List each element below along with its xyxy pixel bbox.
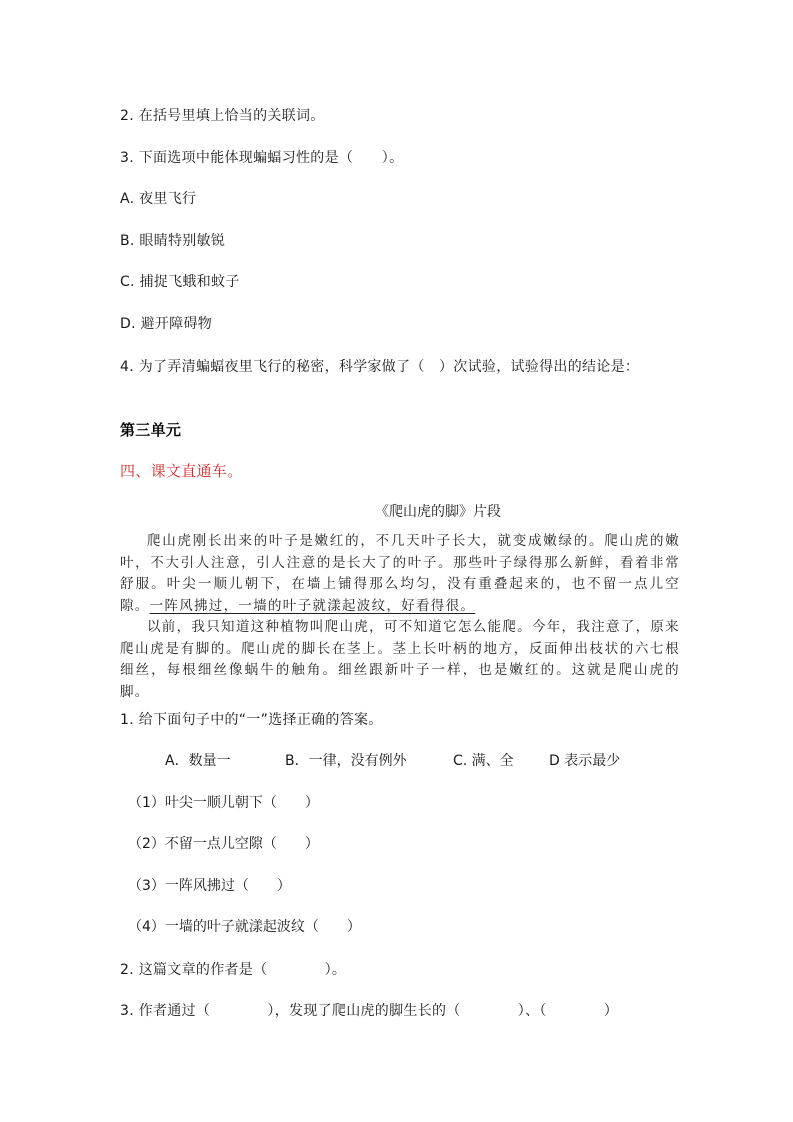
passage-paragraph-1 — [120, 531, 680, 617]
question-3-bat-habits: 3. 下面选项中能体现蝙蝠习性的是（ ）。 — [120, 150, 404, 166]
option-c: C. 捕捉飞蛾和蚊子 — [120, 274, 240, 290]
choice-row — [165, 751, 620, 771]
question-2-conjunctions: 2. 在括号里填上恰当的关联词。 — [120, 108, 325, 124]
passage-text: 爬山虎刚长出来的叶子是嫩红的，不几天叶子长大，就变成嫩绿的。爬山虎的嫩叶，不大引人注意，引人注意的是长大了的叶子。那些叶子绿得那么新鲜，看着非常舒服。叶尖一顺儿朝下，在墙上铺得那么均匀，没有重叠起来的，也不留一点儿空隙。 — [120, 533, 680, 614]
question-2-author: 2. 这篇文章的作者是（ ）。 — [120, 962, 347, 978]
choice-b: B．一律，没有例外 — [285, 753, 407, 769]
option-d: D. 避开障碍物 — [120, 316, 213, 332]
passage-paragraph-2: 以前，我只知道这种植物叫爬山虎，可不知道它怎么能爬。今年，我注意了，原来爬山虎是有脚的。爬山虎的脚长在茎上。茎上长叶柄的地方，反面伸出枝状的六七根细丝，每根细丝像蜗牛的触角。细丝跟新叶子一样，也是嫩红的。这就是爬山虎的脚。 — [120, 619, 680, 700]
choice-d: D 表示最少 — [549, 753, 621, 769]
sub-question-3: （3）一阵风拂过（ ） — [128, 878, 291, 894]
question-4-experiment: 4. 为了弄清蝙蝠夜里飞行的秘密，科学家做了（ ）次试验，试验得出的结论是： — [120, 359, 640, 375]
question-3-discovery: 3. 作者通过（ ），发现了爬山虎的脚生长的（ ）、（ ） — [120, 1003, 619, 1019]
passage — [120, 531, 680, 703]
option-b: B. 眼睛特别敏锐 — [120, 233, 226, 249]
sub-question-2: （2）不留一点儿空隙（ ） — [128, 836, 319, 852]
choice-a: A．数量一 — [165, 753, 231, 769]
choice-c: C. 满、全 — [453, 753, 514, 769]
unit-title: 第三单元 — [120, 421, 182, 439]
passage-title: 《爬山虎的脚》片段 — [375, 504, 501, 520]
underlined-sentence: 一阵风拂过，一墙的叶子就漾起波纹，好看得很。 — [149, 597, 476, 614]
section-heading: 四、课文直通车。 — [120, 462, 243, 480]
question-1-meaning-of-yi: 1. 给下面句子中的“一”选择正确的答案。 — [120, 712, 383, 728]
sub-question-4: （4）一墙的叶子就漾起波纹（ ） — [128, 919, 361, 935]
option-a: A. 夜里飞行 — [120, 191, 197, 207]
sub-question-1: （1）叶尖一顺儿朝下（ ） — [128, 795, 319, 811]
